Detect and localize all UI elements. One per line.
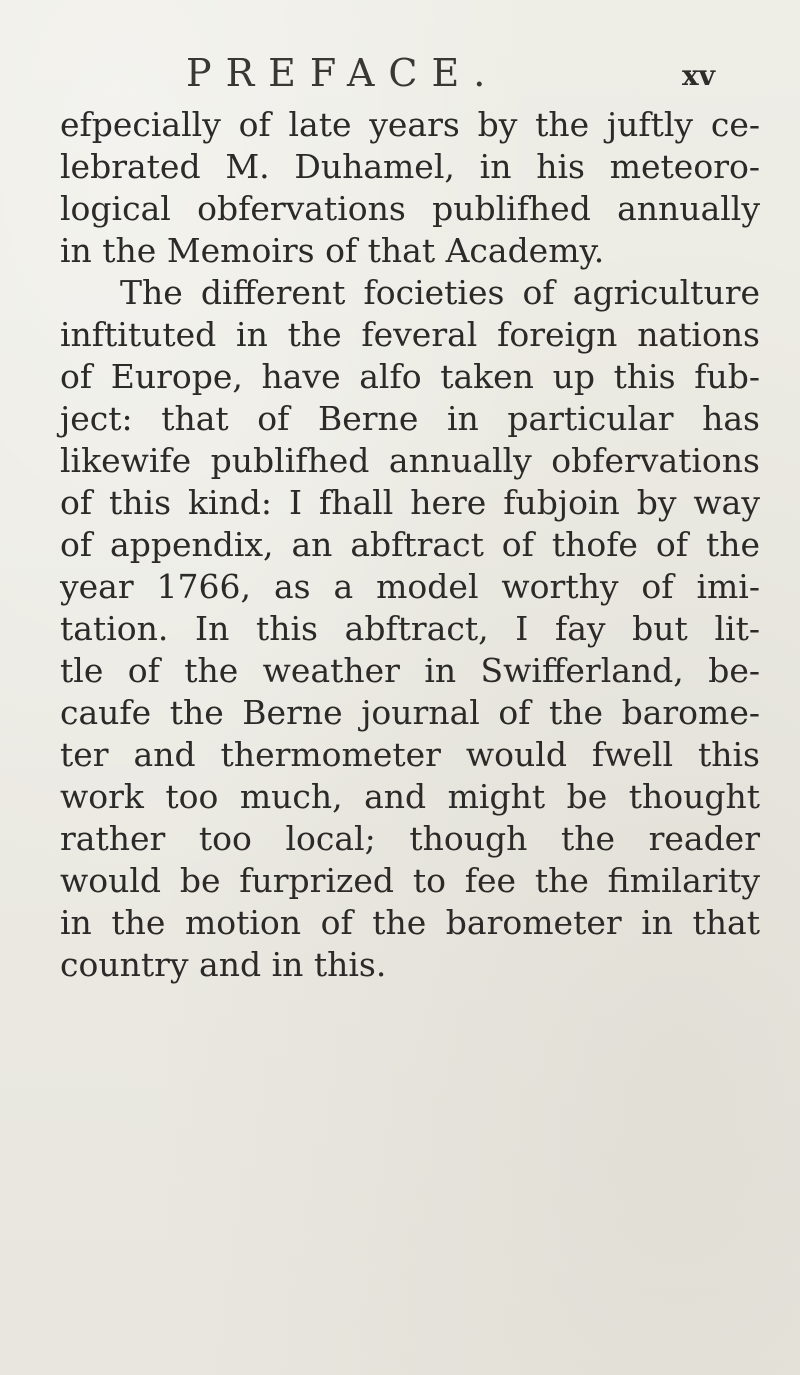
text-line: efpecially of late years by the juftly ce- (60, 105, 760, 144)
running-title: PREFACE. (186, 51, 500, 95)
text-line: inftituted in the feveral foreign nations (60, 315, 760, 354)
text-line: logical obfervations publifhed annually (60, 189, 760, 228)
text-line: The different focieties of agriculture (120, 273, 760, 312)
text-line: in the motion of the barometer in that (60, 903, 760, 942)
text-line: rather too local; though the reader (60, 819, 760, 858)
text-line: in the Memoirs of that Academy. (60, 231, 605, 270)
text-line: of this kind: I fhall here fubjoin by way (60, 483, 760, 522)
running-head (0, 50, 800, 96)
text-line: ject: that of Berne in particular has (60, 399, 760, 438)
text-line: of appendix, an abftract of thofe of the (60, 525, 760, 564)
text-line: lebrated M. Duhamel, in his meteoro- (60, 147, 760, 186)
text-line: would be furprized to fee the fimilarity (60, 861, 760, 900)
page-number: xv (682, 59, 715, 92)
body-text (60, 104, 760, 986)
text-line: work too much, and might be thought (60, 777, 760, 816)
text-line: year 1766, as a model worthy of imi- (60, 567, 760, 606)
text-line: likewife publifhed annually obfervations (60, 441, 760, 480)
text-line: ter and thermometer would fwell this (60, 735, 760, 774)
text-line: caufe the Berne journal of the barome- (60, 693, 760, 732)
text-line: tle of the weather in Swifferland, be- (60, 651, 760, 690)
text-line: country and in this. (60, 945, 387, 984)
text-line: tation. In this abftract, I fay but lit- (60, 609, 760, 648)
text-line: of Europe, have alfo taken up this fub- (60, 357, 760, 396)
